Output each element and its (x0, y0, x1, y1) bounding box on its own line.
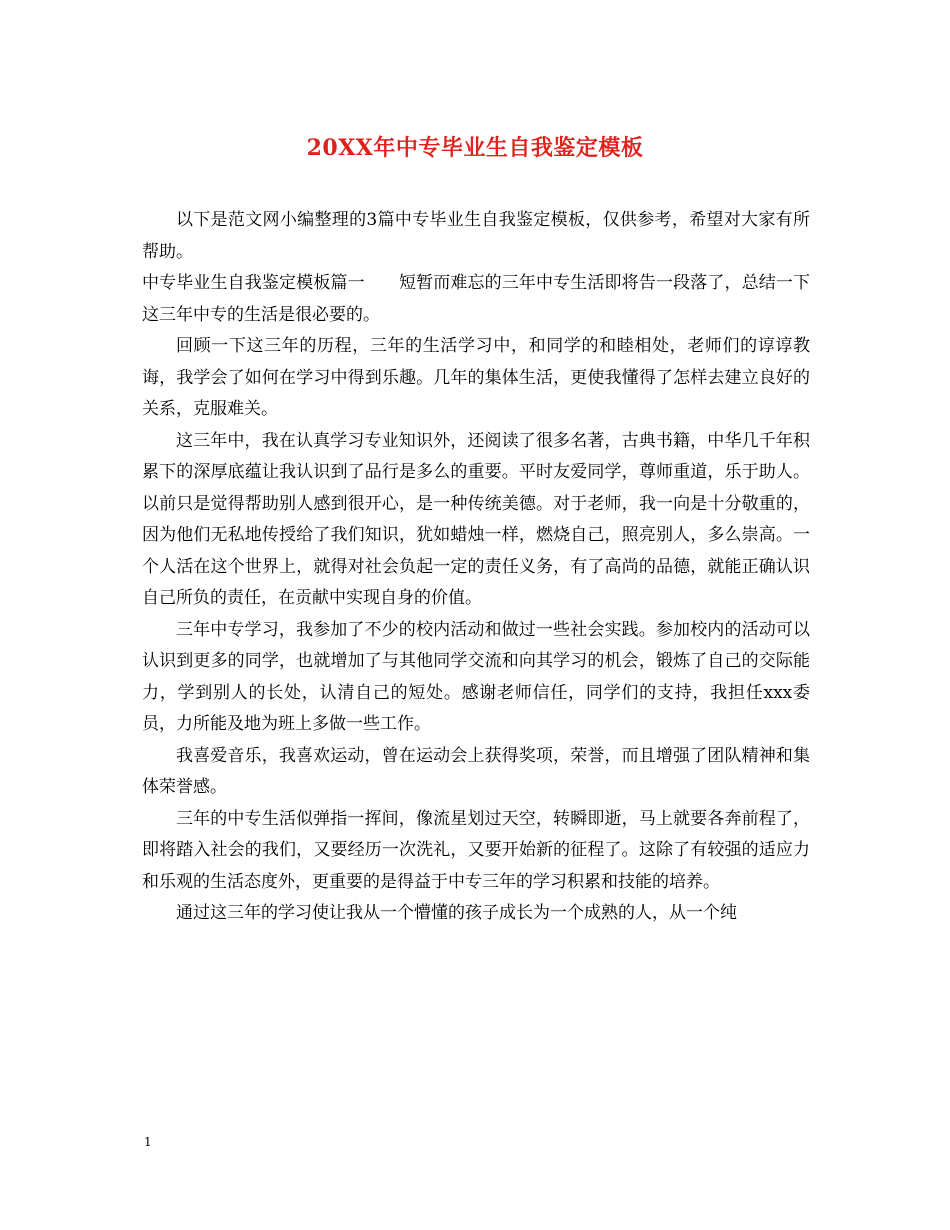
page-number: 1 (144, 1135, 152, 1149)
paragraph-hobbies: 我喜爱音乐，我喜欢运动，曾在运动会上获得奖项，荣誉，而且增强了团队精神和集体荣誉感。 (142, 745, 810, 797)
paragraph-section-heading: 中专毕业生自我鉴定模板篇一 短暂而难忘的三年中专生活即将告一段落了，总结一下这三年中专的生活是很必要的。 (142, 273, 810, 325)
paragraph-growth: 通过这三年的学习使让我从一个懵懂的孩子成长为一个成熟的人，从一个纯 (176, 903, 737, 923)
paragraph-intro: 以下是范文网小编整理的3篇中专毕业生自我鉴定模板，仅供参考，希望对大家有所帮助。 (142, 210, 810, 262)
paragraph-review: 回顾一下这三年的历程，三年的生活学习中，和同学的和睦相处，老师们的谆谆教诲，我学会了如何在学习中得到乐趣。几年的集体生活，更使我懂得了怎样去建立良好的关系，克服难关。 (142, 336, 810, 419)
paragraph-future: 三年的中专生活似弹指一挥间，像流星划过天空，转瞬即逝，马上就要各奔前程了，即将踏入社会的我们，又要经历一次洗礼，又要开始新的征程了。这除了有较强的适应力和乐观的生活态度外，更重要的是得益于中专三年的学习积累和技能的培养。 (142, 808, 810, 892)
document-title: 20XX年中专毕业生自我鉴定模板 (306, 135, 644, 161)
paragraph-activities: 三年中专学习，我参加了不少的校内活动和做过一些社会实践。参加校内的活动可以认识到更多的同学，也就增加了与其他同学交流和向其学习的机会，锻炼了自己的交际能力，学到别人的长处，认清自己的短处。感谢老师信任，同学们的支持，我担任xxx委员，力所能及地为班上多做一些工作。 (142, 619, 810, 734)
paragraph-study: 这三年中，我在认真学习专业知识外，还阅读了很多名著，古典书籍，中华几千年积累下的深厚底蕴让我认识到了品行是多么的重要。平时友爱同学，尊师重道，乐于助人。以前只是觉得帮助别人感到很开心，是一种传统美德。对于老师，我一向是十分敬重的，因为他们无私地传授给了我们知识，犹如蜡烛一样，燃烧自己，照亮别人，多么崇高。一个人活在这个世界上，就得对社会负起一定的责任义务，有了高尚的品德，就能正确认识自己所负的责任，在贡献中实现自身的价值。 (142, 430, 810, 608)
document-body (142, 205, 810, 930)
